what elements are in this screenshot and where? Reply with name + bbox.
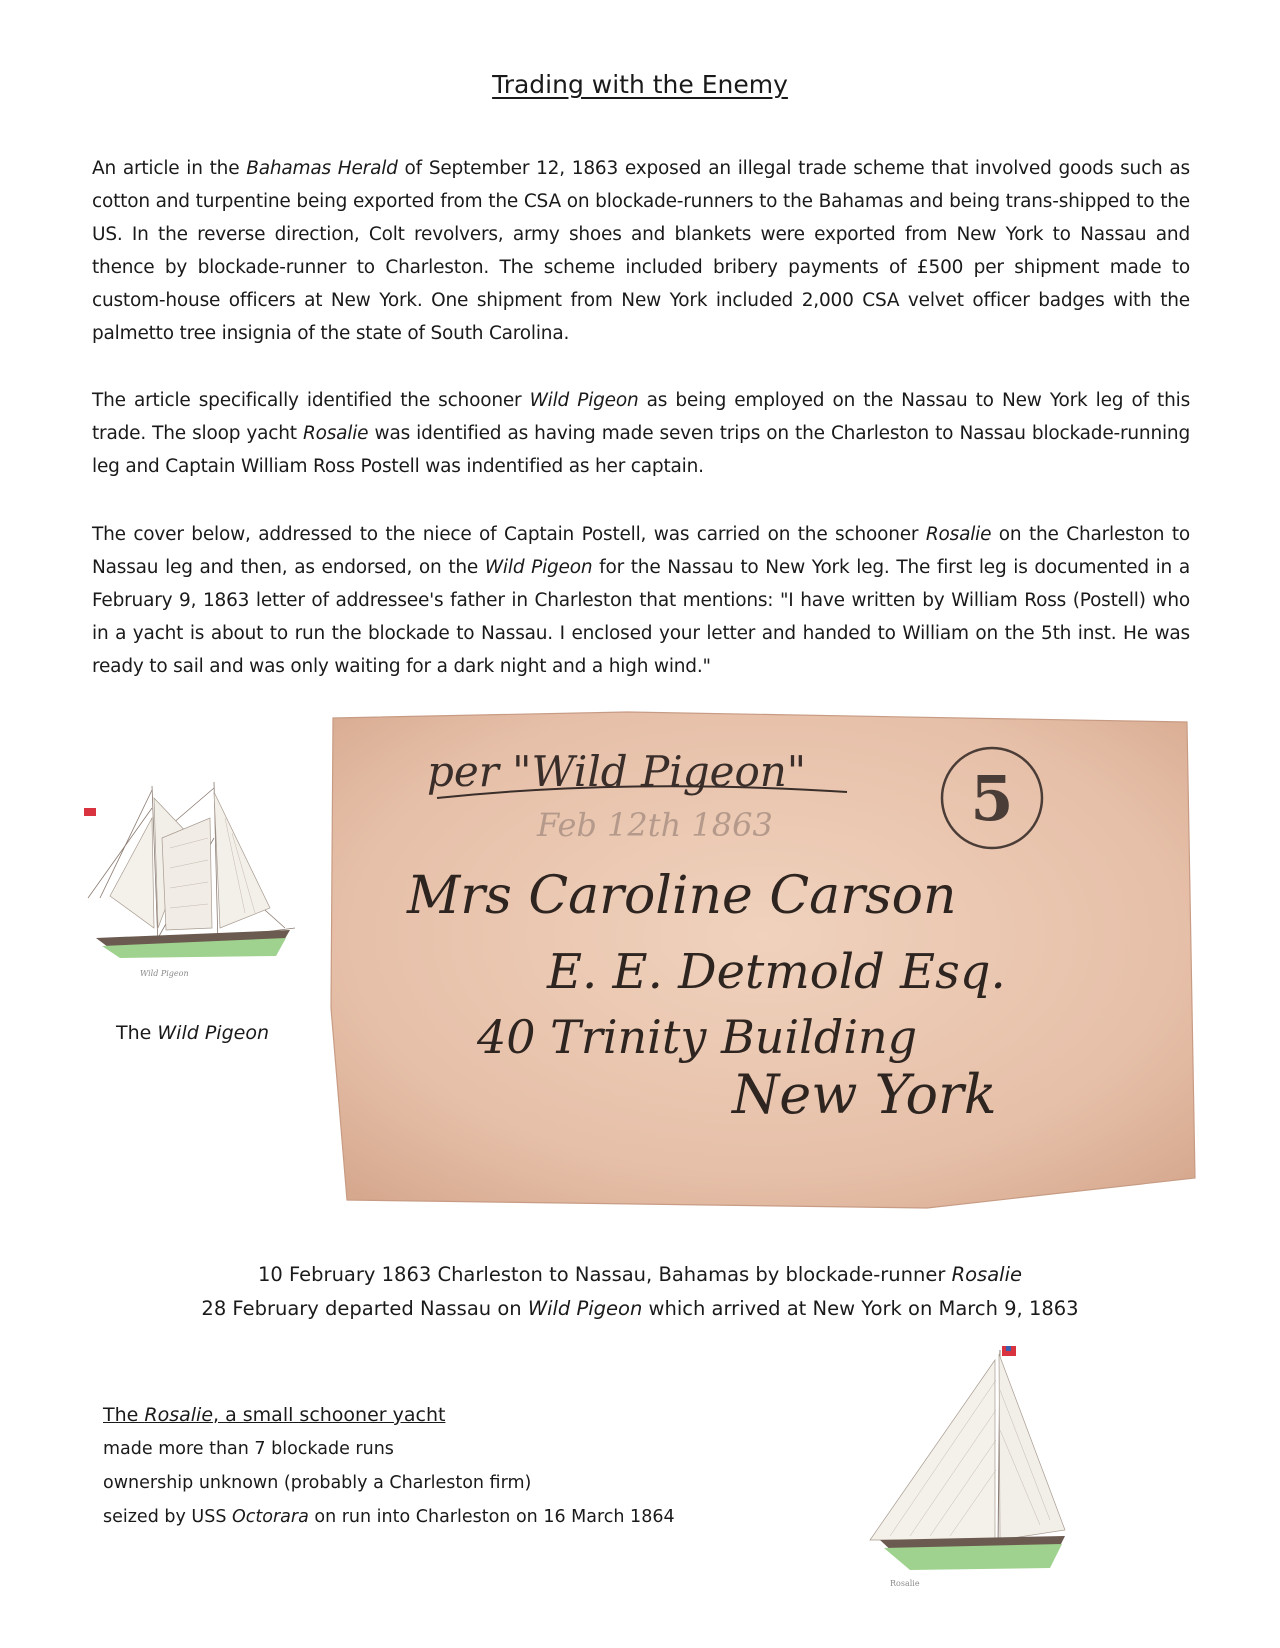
- wild-pigeon-drawing-label: Wild Pigeon: [140, 969, 189, 978]
- paragraph-ships: [92, 384, 1190, 483]
- rosalie-drawing: [850, 1340, 1075, 1590]
- text: of September 12, 1863 exposed an illegal trade scheme that involved goods such as cotton and turpentine being exported from the CSA on blockade-runners to the Bahamas and being trans-shipped to the US. In the reverse direction, Colt revolvers, army shoes and blankets were exported from New York to Nassau and thence by blockade-runner to Charleston. The scheme included bribery payments of £500 per shipment made to custom-house officers at New York. One shipment from New York included 2,000 CSA velvet officer badges with the palmetto tree insignia of the state of South Carolina.: [92, 158, 1190, 344]
- text: was identified as having made seven trips on the Charleston to Nassau blockade-running leg and Captain William Ross Postell was indentified as her captain.: [92, 423, 1190, 477]
- paragraph-bahamas-herald: [92, 152, 1190, 350]
- rosalie-drawing-label: Rosalie: [890, 1579, 920, 1588]
- ship-name: Octorara: [232, 1507, 309, 1527]
- address-line-2: E. E. Detmold Esq.: [547, 944, 1006, 1000]
- text: The article specifically identified the schooner: [92, 390, 530, 411]
- newspaper-name: Bahamas Herald: [246, 158, 398, 179]
- endorsement: per "Wild Pigeon": [427, 747, 807, 796]
- address-line-1: Mrs Caroline Carson: [407, 866, 957, 926]
- text: The cover below, addressed to the niece of Captain Postell, was carried on the schooner: [92, 524, 926, 545]
- rosalie-line-2: ownership unknown (probably a Charleston firm): [103, 1473, 532, 1493]
- ship-name: Rosalie: [144, 1404, 214, 1426]
- route-text: 10 February 1863 Charleston to Nassau, Bahamas by blockade-runner: [258, 1263, 952, 1286]
- rosalie-info: [103, 1398, 675, 1534]
- heading-text: , a small schooner yacht: [213, 1404, 446, 1426]
- page-title: Trading with the Enemy: [492, 70, 788, 99]
- wild-pigeon-caption: [116, 1022, 269, 1044]
- rate-mark: 5: [970, 762, 1014, 835]
- ship-name: Wild Pigeon: [529, 390, 639, 411]
- rosalie-heading: [103, 1398, 675, 1432]
- heading-text: The: [103, 1404, 145, 1426]
- caption-text: The: [116, 1022, 158, 1044]
- address-line-4: New York: [732, 1063, 997, 1126]
- text: for the Nassau to New York leg. The first leg is documented in a February 9, 1863 letter of addressee's father in Charleston that mentions: "I have written by William Ross (Postell) who in a yacht is about to run the blockade to Nassau. I enclosed your letter and handed to William on the 5th inst. He was ready to sail and was only waiting for a dark night and a high wind.": [92, 557, 1190, 677]
- envelope-cover: [327, 708, 1199, 1212]
- ship-name: Wild Pigeon: [527, 1297, 643, 1320]
- route-text: which arrived at New York on March 9, 1863: [642, 1297, 1079, 1320]
- ship-name: Wild Pigeon: [484, 557, 593, 578]
- paragraph-cover: [92, 518, 1190, 683]
- text: seized by USS: [103, 1507, 232, 1527]
- ship-name: Rosalie: [302, 423, 369, 444]
- red-flag-icon: [84, 808, 96, 816]
- route-line-2: [0, 1297, 1280, 1320]
- route-text: 28 February departed Nassau on: [201, 1297, 528, 1320]
- ship-name: Wild Pigeon: [157, 1022, 269, 1044]
- route-line-1: [0, 1263, 1280, 1286]
- ship-name: Rosalie: [925, 524, 992, 545]
- text: on the Charleston to Nassau leg and then, as endorsed, on the: [92, 524, 1191, 578]
- ship-name: Rosalie: [951, 1263, 1022, 1286]
- date-note: Feb 12th 1863: [537, 806, 773, 844]
- text: on run into Charleston on 16 March 1864: [308, 1507, 675, 1527]
- wild-pigeon-drawing: [80, 778, 310, 992]
- text: An article in the: [92, 158, 247, 179]
- rosalie-line-1: made more than 7 blockade runs: [103, 1439, 394, 1459]
- text: as being employed on the Nassau to New York leg of this trade. The sloop yacht: [92, 390, 1191, 444]
- rosalie-line-3: [103, 1500, 675, 1534]
- address-line-3: 40 Trinity Building: [477, 1010, 918, 1064]
